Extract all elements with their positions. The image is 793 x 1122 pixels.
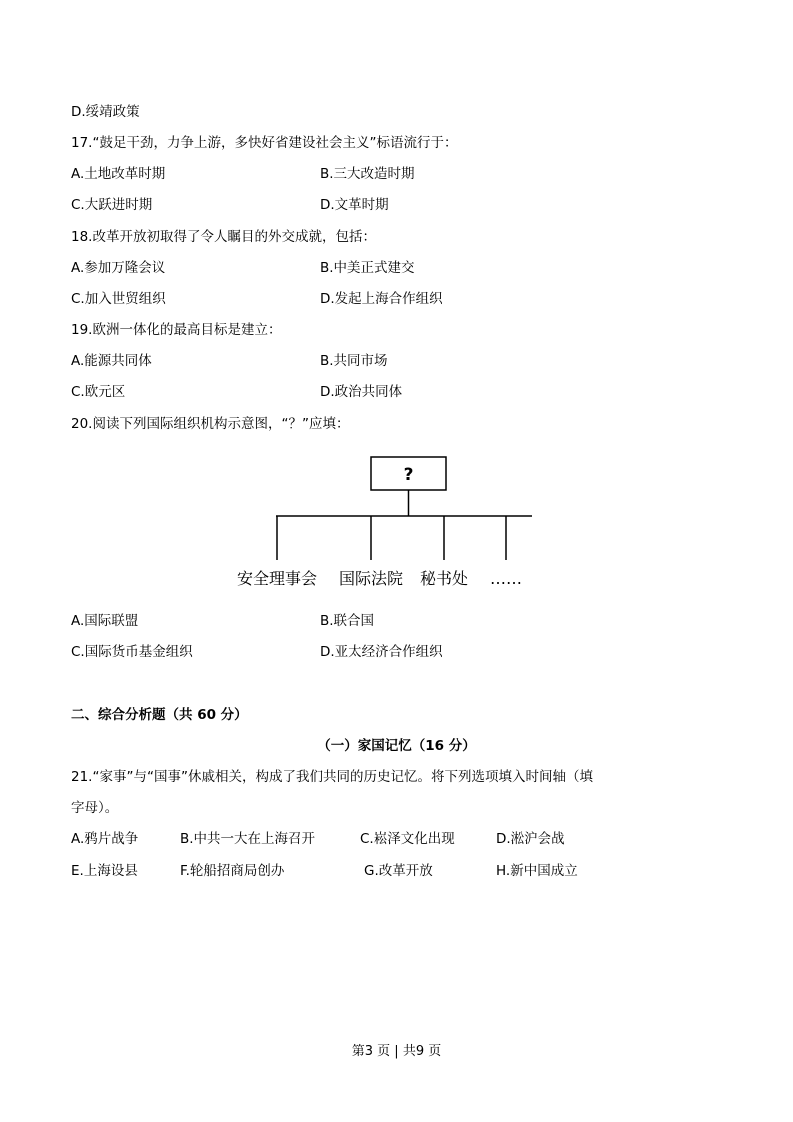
- q16-option-d: D.绥靖政策: [71, 104, 140, 120]
- page-footer: 第3 页 | 共9 页: [351, 1044, 442, 1059]
- q20-option-d: D.亚太经济合作组织: [320, 644, 443, 660]
- section2-subtitle: （一）家国记忆（16 分）: [317, 738, 476, 754]
- diagram-branch-security-council: 安全理事会: [236, 569, 318, 588]
- q18-option-b: B.中美正式建交: [320, 260, 415, 276]
- q21-option-b: B.中共一大在上海召开: [180, 831, 316, 847]
- diagram-top-box-label: ?: [403, 465, 414, 485]
- diagram-branch-court: 国际法院: [338, 569, 404, 588]
- q21-option-g: G.改革开放: [364, 863, 433, 879]
- q21-stem-line2: 字母）。: [71, 800, 119, 816]
- q21-option-c: C.崧泽文化出现: [360, 831, 455, 847]
- q18-option-a: A.参加万隆会议: [71, 260, 166, 276]
- q18-option-c: C.加入世贸组织: [71, 291, 166, 307]
- q21-stem-line1: 21.“家事”与“国事”休戚相关，构成了我们共同的历史记忆。将下列选项填入时间轴（填: [71, 769, 593, 785]
- q18-stem: 18.改革开放初取得了令人瞩目的外交成就，包括：: [71, 229, 376, 245]
- q17-option-b: B.三大改造时期: [320, 166, 415, 182]
- q17-option-c: C.大跃进时期: [71, 197, 153, 213]
- q21-option-h: H.新中国成立: [496, 863, 578, 879]
- q19-option-d: D.政治共同体: [320, 384, 403, 400]
- q19-option-b: B.共同市场: [320, 353, 388, 369]
- q20-option-b: B.联合国: [320, 613, 375, 629]
- q20-stem: 20.阅读下列国际组织机构示意图，“？”应填：: [71, 416, 350, 432]
- q21-option-e: E.上海设县: [71, 863, 138, 879]
- q21-option-a: A.鸦片战争: [71, 831, 139, 847]
- q20-option-a: A.国际联盟: [71, 613, 139, 629]
- q17-option-a: A.土地改革时期: [71, 166, 166, 182]
- q17-option-d: D.文革时期: [320, 197, 389, 213]
- q21-option-d: D.淞沪会战: [496, 831, 565, 847]
- q21-option-f: F.轮船招商局创办: [180, 863, 285, 879]
- q19-stem: 19.欧洲一体化的最高目标是建立：: [71, 322, 282, 338]
- q20-option-c: C.国际货币基金组织: [71, 644, 193, 660]
- q18-option-d: D.发起上海合作组织: [320, 291, 443, 307]
- q17-stem: 17.“鼓足干劲，力争上游，多快好省建设社会主义”标语流行于：: [71, 135, 458, 151]
- diagram-branch-ellipsis: ……: [490, 569, 522, 588]
- diagram-branch-secretariat: 秘书处: [419, 569, 469, 588]
- section2-title: 二、综合分析题（共 60 分）: [71, 707, 248, 723]
- q19-option-c: C.欧元区: [71, 384, 126, 400]
- org-structure-diagram: [230, 452, 535, 592]
- q19-option-a: A.能源共同体: [71, 353, 152, 369]
